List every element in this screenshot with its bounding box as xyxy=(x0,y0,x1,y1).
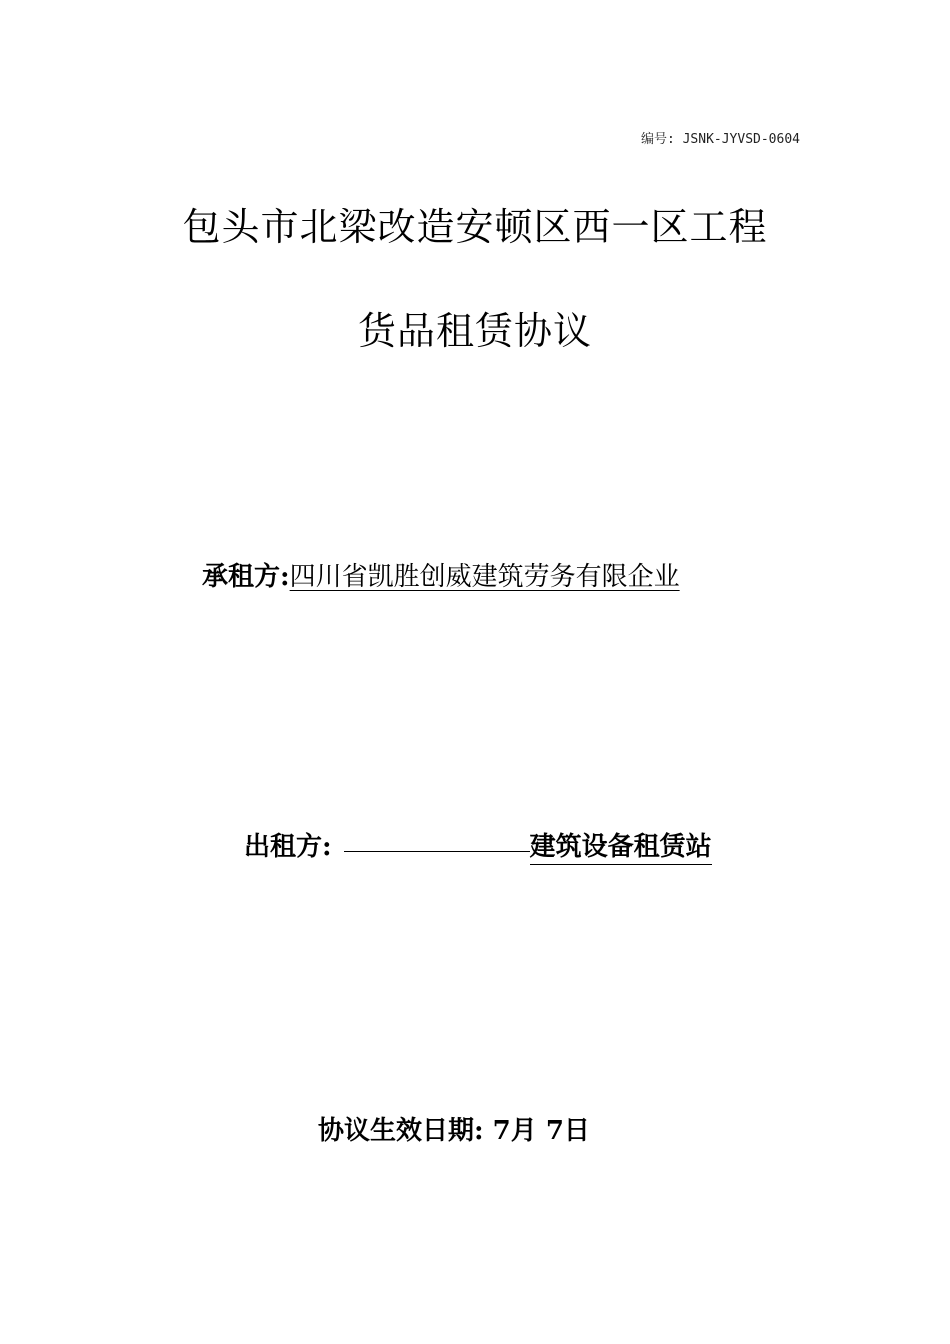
document-number-value: JSNK-JYVSD-0604 xyxy=(682,132,800,147)
title-agreement: 货品租赁协议 xyxy=(357,309,592,353)
lessee-line xyxy=(202,556,680,593)
effective-date-label: 协议生效日期: xyxy=(318,1116,484,1146)
document-number xyxy=(641,128,800,147)
lessee-label: 承租方: xyxy=(202,562,290,592)
lessor-blank-line xyxy=(344,850,530,852)
document-number-label: 编号: xyxy=(640,132,675,147)
effective-date-value: 7月 7日 xyxy=(492,1116,590,1146)
title-project: 包头市北梁改造安顿区西一区工程 xyxy=(182,205,768,249)
lessor-name: 建筑设备租赁站 xyxy=(530,832,712,865)
effective-date-line xyxy=(318,1110,590,1147)
lessor-label: 出租方: xyxy=(244,832,332,862)
lessor-line xyxy=(244,826,712,863)
lessee-name: 四川省凯胜创威建筑劳务有限企业 xyxy=(289,562,680,592)
